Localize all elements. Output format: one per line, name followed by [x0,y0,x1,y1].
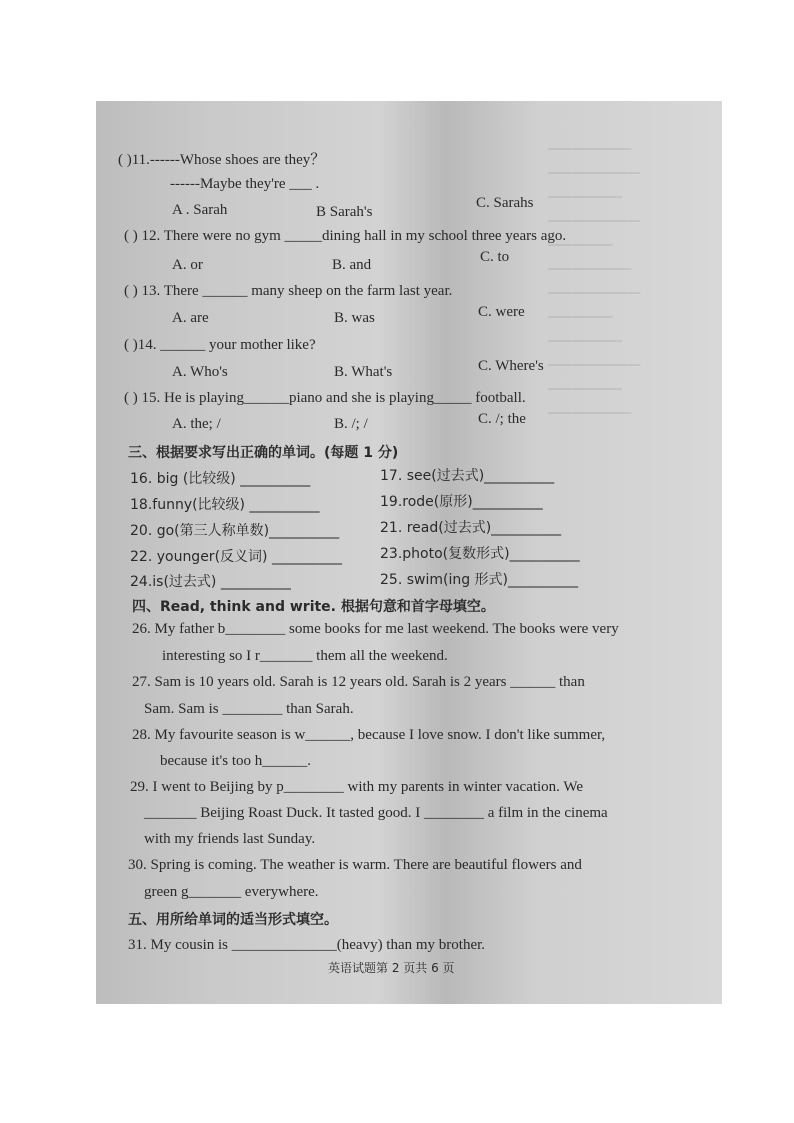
q19: 19.rode(原形)__________ [380,494,543,510]
q30-line1: 30. Spring is coming. The weather is warm. There are beautiful flowers and [128,857,582,873]
q22: 22. younger(反义词) __________ [130,549,342,565]
q11-option-c: C. Sarahs [476,195,534,211]
exam-page-photo [96,101,722,1004]
q18: 18.funny(比较级) __________ [130,497,320,513]
q17: 17. see(过去式)__________ [380,468,555,484]
page-footer: 英语试题第 2 页共 6 页 [328,961,455,975]
q12-option-a: A. or [172,257,203,273]
q13-stem: ( ) 13. There ______ many sheep on the farm last year. [124,283,453,299]
q14-option-c: C. Where's [478,358,544,374]
bleed-through-text: ▁▁▁▁▁▁▁▁▁ ▁▁▁▁▁▁▁▁▁▁ ▁▁▁▁▁▁▁▁ ▁▁▁▁▁▁▁▁▁▁ ▁▁▁▁▁▁▁ ▁▁▁▁▁▁▁▁▁ ▁▁▁▁▁▁▁▁▁▁ ▁▁▁▁▁▁▁ ▁▁▁▁▁▁▁▁ ▁▁▁▁▁▁▁▁▁▁ ▁▁▁▁▁▁▁▁ ▁▁▁▁▁▁▁▁▁ [548,136,641,414]
q24: 24.is(过去式) __________ [130,574,291,590]
q13-option-c: C. were [478,304,525,320]
q27-line1: 27. Sam is 10 years old. Sarah is 12 years old. Sarah is 2 years ______ than [132,674,585,690]
q27-line2: Sam. Sam is ________ than Sarah. [144,701,354,717]
q15-option-b: B. /; / [334,416,368,432]
q12-option-c: C. to [480,249,510,265]
q14-option-b: B. What's [334,364,393,380]
q21: 21. read(过去式)__________ [380,520,562,536]
q28-line2: because it's too h______. [160,753,312,769]
q11-stem: ( )11.------Whose shoes are they？ [118,152,326,168]
q31: 31. My cousin is ______________(heavy) than my brother. [128,937,486,953]
q15-option-a: A. the; / [172,416,221,432]
q15-option-c: C. /; the [478,411,526,427]
q14-stem: ( )14. ______ your mother like? [124,337,316,353]
q12-stem: ( ) 12. There were no gym _____dining hall in my school three years ago. [124,228,567,244]
q25: 25. swim(ing 形式)__________ [380,572,579,588]
q11-option-a: A . Sarah [172,202,228,218]
q29-line2: _______ Beijing Roast Duck. It tasted good. I ________ a film in the cinema [144,805,608,821]
q20: 20. go(第三人称单数)__________ [130,523,340,539]
q13-option-a: A. are [172,310,209,326]
q26-line2: interesting so I r_______ them all the weekend. [162,648,448,664]
q13-option-b: B. was [334,310,375,326]
q16: 16. big (比较级) __________ [130,471,311,487]
section-3-title: 三、根据要求写出正确的单词。(每题 1 分) [128,445,399,461]
q23: 23.photo(复数形式)__________ [380,546,580,562]
q11-option-b: B Sarah's [316,204,373,220]
section-4-title: 四、Read, think and write. 根据句意和首字母填空。 [132,599,495,615]
q15-stem: ( ) 15. He is playing______piano and she is playing_____ football. [124,390,526,406]
q30-line2: green g_______ everywhere. [144,884,319,900]
q14-option-a: A. Who's [172,364,228,380]
q11-stem2: ------Maybe they're ___ . [170,176,320,192]
q29-line1: 29. I went to Beijing by p________ with my parents in winter vacation. We [130,779,584,795]
q26-line1: 26. My father b________ some books for me last weekend. The books were very [132,621,619,637]
q12-option-b: B. and [332,257,372,273]
section-5-title: 五、用所给单词的适当形式填空。 [128,912,338,928]
q29-line3: with my friends last Sunday. [144,831,316,847]
q28-line1: 28. My favourite season is w______, because I love snow. I don't like summer, [132,727,606,743]
